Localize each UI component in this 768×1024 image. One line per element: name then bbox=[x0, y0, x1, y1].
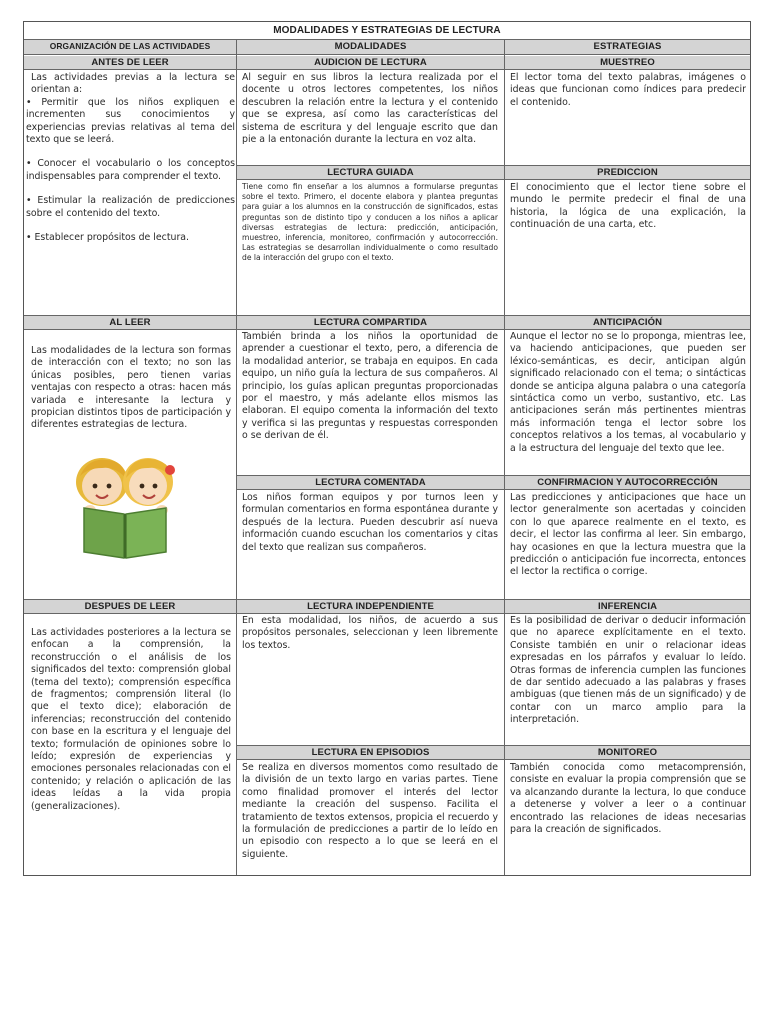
section-header-al-leer: AL LEER bbox=[24, 316, 236, 330]
al-leer-text: Las modalidades de la lectura son formas de interacción con el texto; no son las únicas posibles, pero tienen varias ventajas con respecto a otras: hacen más variada e interesante la lectura y propician distintos tipos de participación y diferentes estrategias de lectura. bbox=[31, 345, 231, 431]
col-header-estrategias: ESTRATEGIAS bbox=[505, 40, 750, 55]
estrategia-header: INFERENCIA bbox=[505, 600, 750, 614]
estrategia-text: El lector toma del texto palabras, imágenes o ideas que funcionan como índices para predecir el contenido. bbox=[510, 72, 746, 108]
estrategia-text: Las predicciones y anticipaciones que hace un lector generalmente son acertadas y coinciden con lo que aparece realmente en el texto, es decir, el lector las confirma al leer. Sin embargo, hay ocasiones en que la lectura muestra que la predicción o anticipación fue incorrecta, entonces el lector la rectifica o corrige. bbox=[510, 492, 746, 578]
reading-strategies-table bbox=[23, 21, 751, 876]
despues-text: Las actividades posteriores a la lectura se enfocan a la comprensión, la reconstrucción o el análisis de los significados del texto: comprensión global (tema del texto); comprensión específica de fragmentos; comprensión literal (lo que el texto dice); elaboración de inferencias; reconstrucción del contenido con base en la escritura y el lenguaje del texto; formulación de opiniones sobre lo leído; expresión de experiencias y emociones personales relacionadas con el contenido; y relación o aplicación de las ideas leídas a la vida propia (generalizaciones). bbox=[31, 627, 231, 812]
modalidad-text: Los niños forman equipos y por turnos leen y formulan comentarios en forma espontánea durante y después de la lectura. Pueden descubrir así nueva información cuando escuchan los comentarios y citas del texto que realizan sus compañeros. bbox=[242, 492, 498, 553]
modalidad-header: LECTURA COMENTADA bbox=[237, 476, 504, 490]
col-header-organizacion: ORGANIZACIÓN DE LAS ACTIVIDADES bbox=[24, 40, 236, 55]
estrategia-header: MONITOREO bbox=[505, 746, 750, 760]
estrategia-text: El conocimiento que el lector tiene sobre el mundo le permite predecir el final de una historia, la lógica de una explicación, la continuación de una carta, etc. bbox=[510, 182, 746, 231]
modalidad-text: Tiene como fin enseñar a los alumnos a formularse preguntas sobre el texto. Primero, el docente elabora y plantea preguntas para guiar a los alumnos en la construcción de significados, estas preguntas son de distinto tipo y conducen a los niños a aplicar diversas estrategias de lectura: predicción, anticipación, muestreo, inferencia, monitoreo, confirmación y autocorrección. Las estrategias se desarrollan individualmente o como resultado de la interacción del grupo con el texto. bbox=[242, 182, 498, 263]
antes-bullet: • Estimular la realización de predicciones sobre el contenido del texto. bbox=[26, 195, 235, 219]
estrategia-header: MUESTREO bbox=[505, 56, 750, 70]
section-header-despues: DESPUES DE LEER bbox=[24, 600, 236, 614]
antes-bullet: • Establecer propósitos de lectura. bbox=[26, 232, 190, 244]
table-title: MODALIDADES Y ESTRATEGIAS DE LECTURA bbox=[24, 22, 750, 40]
grid-line bbox=[24, 39, 750, 40]
estrategia-header: CONFIRMACION Y AUTOCORRECCIÓN bbox=[505, 476, 750, 490]
estrategia-text: Aunque el lector no se lo proponga, mientras lee, va haciendo anticipaciones, que pueden ser léxico-semánticas, es decir, anticipan algún significado relacionado con el tema; o sintácticas donde se anticipa alguna palabra o una categoría sintáctica como un verbo, sustantivo, etc. Las anticipaciones serán más pertinentes mientras más información tenga el lector sobre los conceptos relativos a los temas, al vocabulario y a la estructura del lenguaje del texto que lee. bbox=[510, 331, 746, 454]
modalidad-header: LECTURA INDEPENDIENTE bbox=[237, 600, 504, 614]
estrategia-text: Es la posibilidad de derivar o deducir información que no aparece explícitamente en el texto. Consiste también en unir o relacionar ideas expresadas en los párrafos y evaluar lo leído. Otras formas de inferencia cumplen las funciones de dar sentido adecuado a las palabras y frases ambiguas (que tienen más de un significado) y de contar con un marco amplio para la interpretación. bbox=[510, 615, 746, 726]
modalidad-text: También brinda a los niños la oportunidad de aprender a cuestionar el texto, pero, a diferencia de la modalidad anterior, se trabaja en equipos. En cada equipo, un niño guía la lectura de sus compañeros. Al principio, los guías aplican preguntas proporcionadas por el maestro, y más adelante ellos mismos las elaboran. El equipo comenta la información del texto y verifica si las preguntas y respuestas corresponden o se derivan de él. bbox=[242, 331, 498, 442]
modalidad-header: LECTURA EN EPISODIOS bbox=[237, 746, 504, 760]
estrategia-text: También conocida como metacomprensión, consiste en evaluar la propia comprensión que se va alcanzando durante la lectura, lo que conduce a detenerse y volver a leer o a continuar encontrado las relaciones de ideas necesarias para la creación de significados. bbox=[510, 762, 746, 836]
modalidad-header: AUDICION DE LECTURA bbox=[237, 56, 504, 70]
modalidad-text: Al seguir en sus libros la lectura realizada por el docente u otros lectores competentes, los niños descubren la relación entre la lectura y el contenido que se expresa, así como las características del sistema de escritura y del lenguaje escrito que dan pie a la entonación durante la lectura en voz alta. bbox=[242, 72, 498, 146]
section-header-antes: ANTES DE LEER bbox=[24, 56, 236, 70]
modalidad-text: En esta modalidad, los niños, de acuerdo a sus propósitos personales, seleccionan y leen libremente los textos. bbox=[242, 615, 498, 651]
antes-bullet: • Conocer el vocabulario o los conceptos indispensables para comprender el texto. bbox=[26, 158, 235, 182]
antes-intro: Las actividades previas a la lectura se orientan a: bbox=[31, 72, 235, 96]
children-reading-illustration bbox=[66, 452, 184, 560]
antes-bullet: • Permitir que los niños expliquen e incrementen sus conocimientos y experiencias previas relativas al tema del texto que se leerá. bbox=[26, 96, 235, 146]
modalidad-header: LECTURA COMPARTIDA bbox=[237, 316, 504, 330]
estrategia-header: PREDICCION bbox=[505, 166, 750, 180]
modalidad-header: LECTURA GUIADA bbox=[237, 166, 504, 180]
estrategia-header: ANTICIPACIÓN bbox=[505, 316, 750, 330]
col-header-modalidades: MODALIDADES bbox=[237, 40, 504, 55]
modalidad-text: Se realiza en diversos momentos como resultado de la división de un texto largo en varias partes. Tiene como finalidad promover el interés del lector mediante la creación del suspenso. Facilita el tratamiento de textos extensos, propicia el recuerdo y la formulación de predicciones a partir de lo leído en un episodio con respecto a lo que se leerá en el siguiente. bbox=[242, 762, 498, 860]
antes-content bbox=[26, 72, 235, 244]
